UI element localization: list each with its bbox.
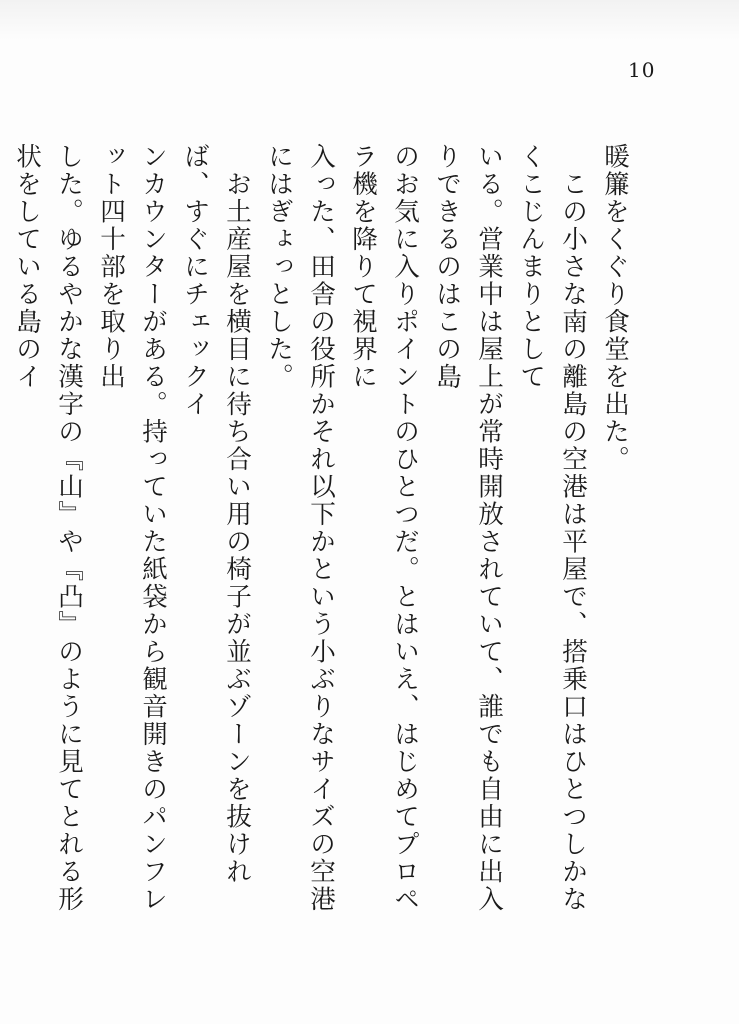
page-number: 10 [628, 58, 656, 82]
paragraph-2: この小さな南の離島の空港は平屋で、搭乗口はひとつしかなくこじんまりとして いる。営業中は屋上が常時開放されていて、誰でも自由に出入りできるのはこの島 のお気に入りポイントのひとつだ。とはいえ、はじめてプロペラ機を降りて視界に 入った、田舎の役所かそれ以下かという小ぶりなサイズの空港にはぎょっとした。 [264, 143, 588, 913]
paragraph-3: お土産屋を横目に待ち合い用の椅子が並ぶゾーンを抜ければ、すぐにチェックイ ンカウンターがある。持っていた紙袋から観音開きのパンフレット四十部を取り出 した。ゆるやかな漢字の『山』や『凸』のように見てとれる形状をしている島のイ [12, 143, 252, 913]
page-top-shadow [0, 0, 739, 40]
vertical-body-text [0, 143, 636, 933]
paragraph-1: 暖簾をくぐり食堂を出た。 [600, 143, 630, 473]
